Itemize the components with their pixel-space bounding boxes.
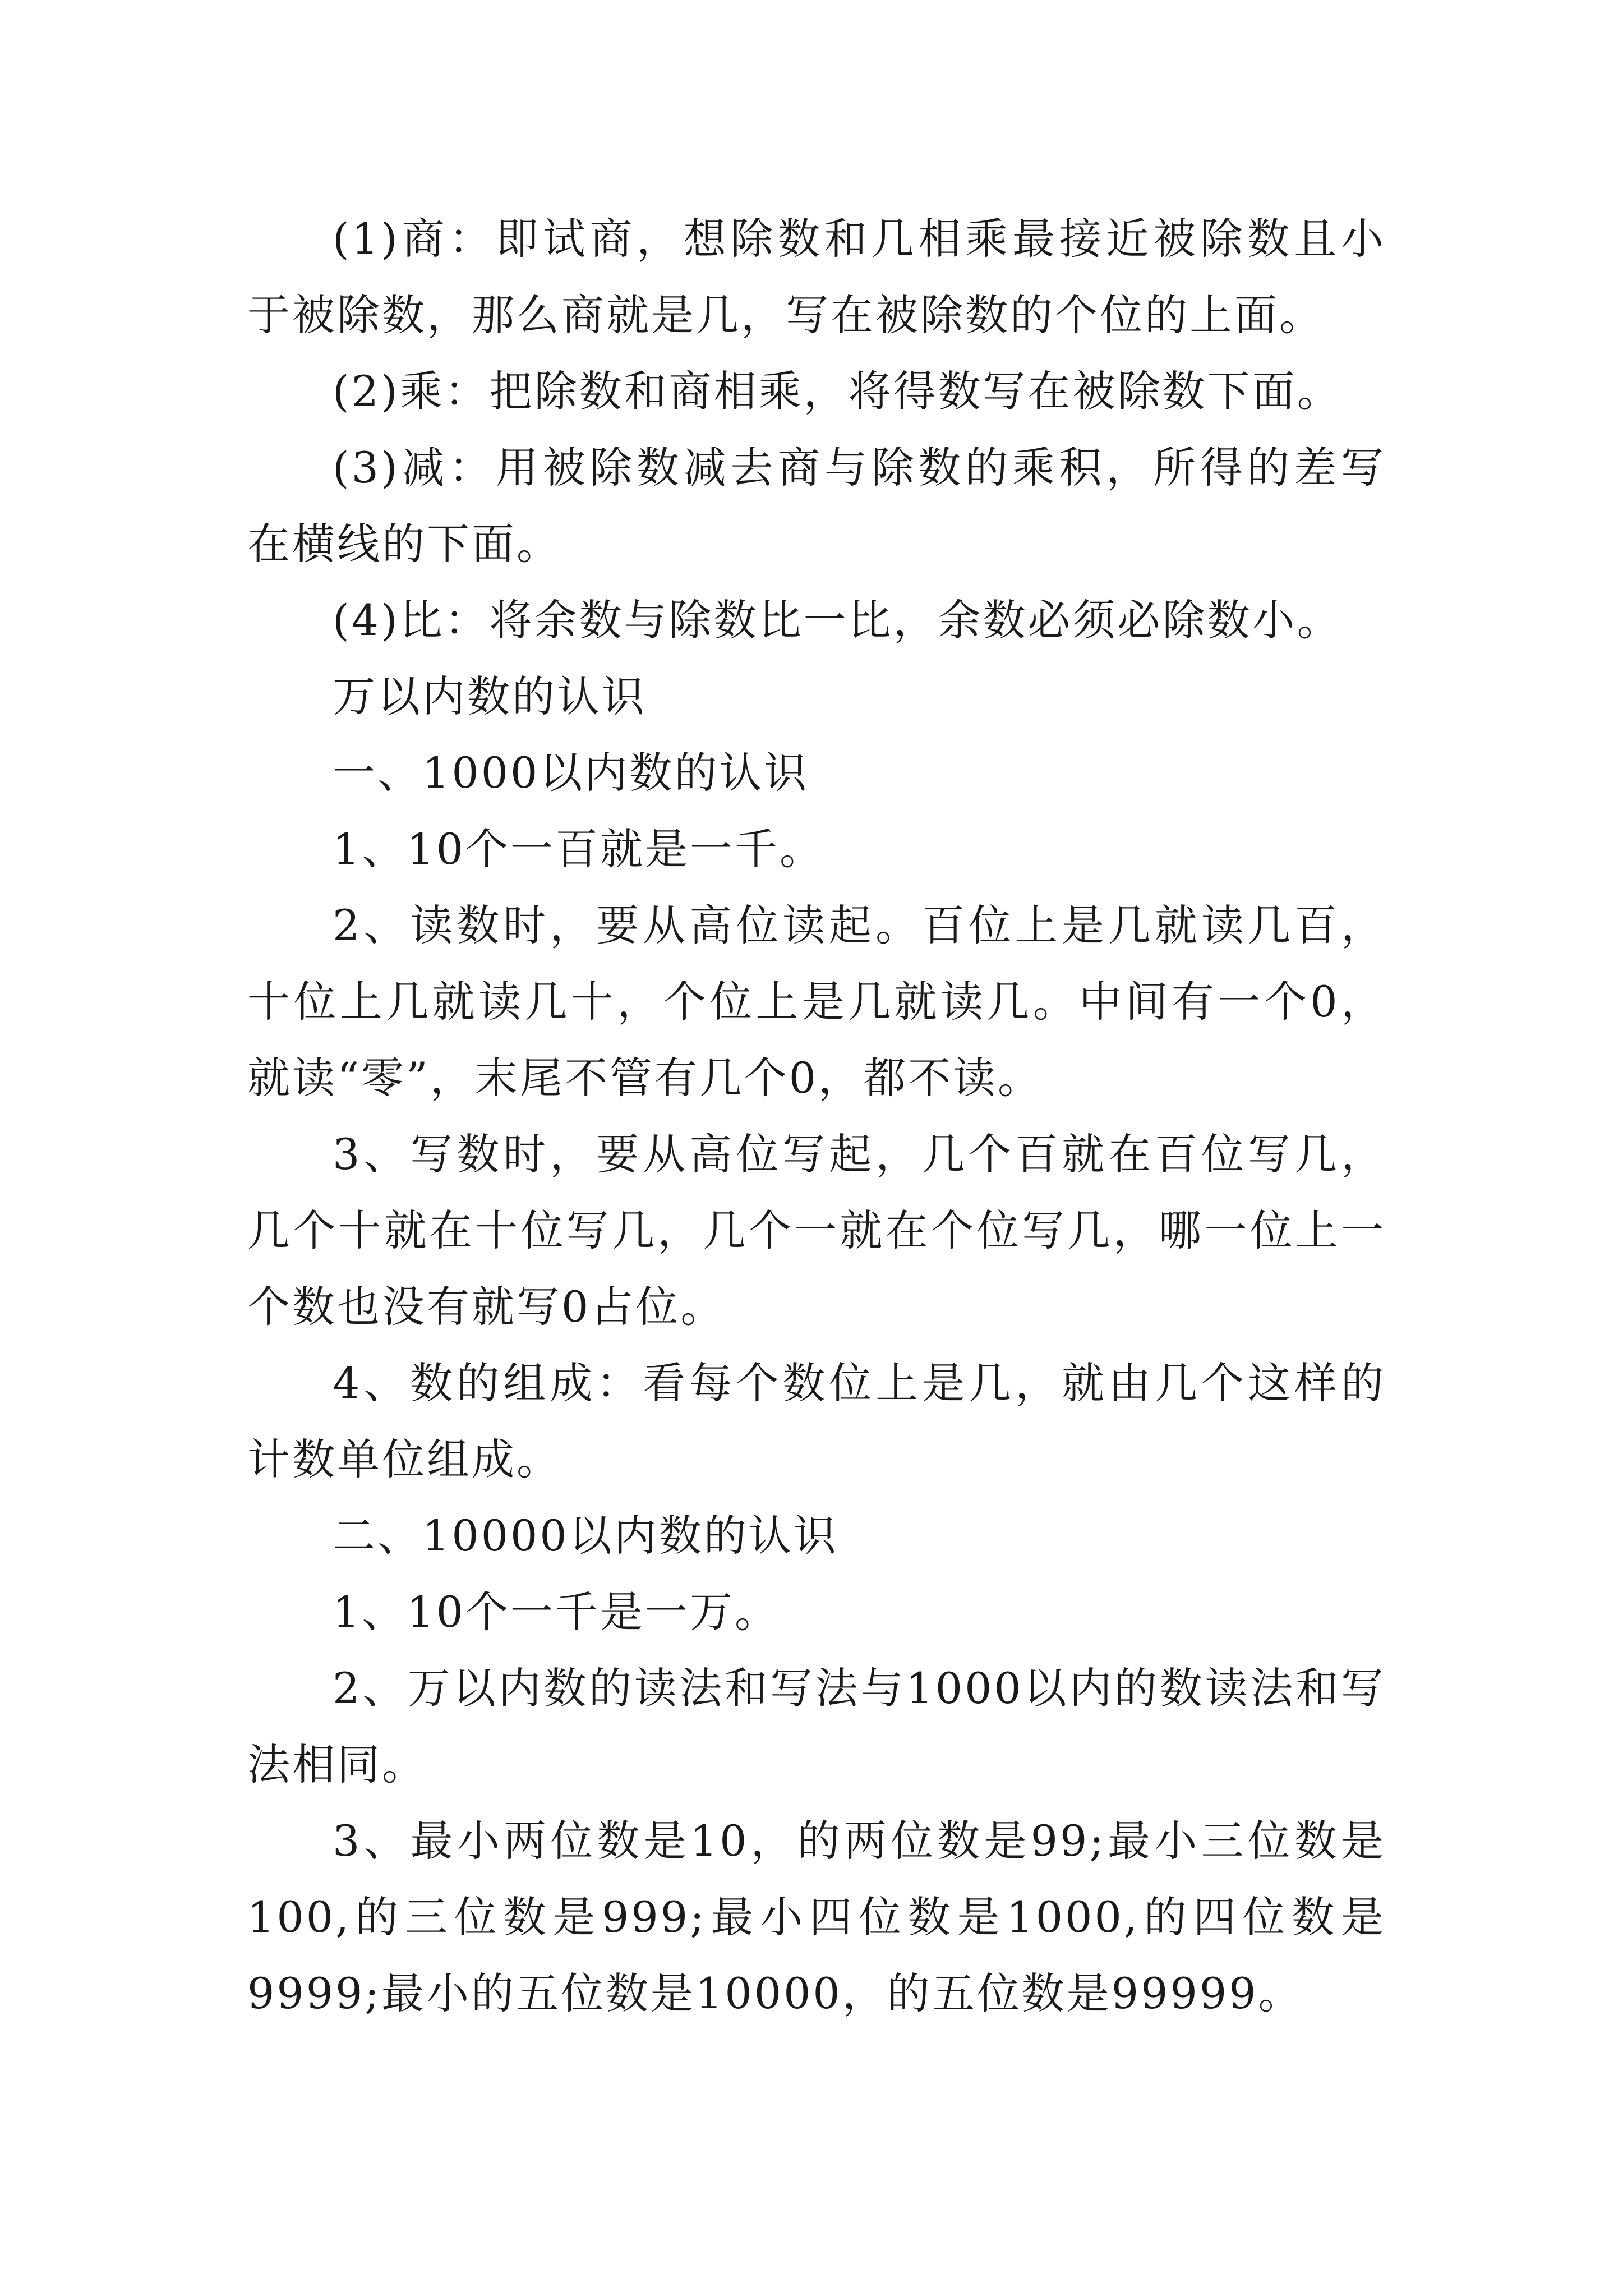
paragraph-reading-numbers: 2、读数时，要从高位读起。百位上是几就读几百，十位上几就读几十，个位上是几就读几。中间有一个0，就读“零”，末尾不管有几个0，都不读。: [247, 900, 1386, 1103]
paragraph-ten-thousands: 1、10个一千是一万。: [333, 1587, 780, 1637]
paragraph-step-multiply: (2)乘：把除数和商相乘，将得数写在被除数下面。: [333, 366, 1342, 416]
paragraph-number-composition: 4、数的组成：看每个数位上是几，就由几个这样的计数单位组成。: [247, 1358, 1386, 1484]
subheading-numbers-within-10000: 二、10000以内数的认识: [333, 1511, 838, 1561]
paragraph-step-compare: (4)比：将余数与除数比一比，余数必须必除数小。: [333, 595, 1342, 645]
paragraph-min-max-digits: 3、最小两位数是10，的两位数是99;最小三位数是100,的三位数是999;最小四位数是1000,的四位数是9999;最小的五位数是10000，的五位数是99999。: [247, 1816, 1386, 2018]
document-body: [247, 201, 1386, 2032]
paragraph-reading-writing-same: 2、万以内数的读法和写法与1000以内的数读法和写法相同。: [247, 1663, 1386, 1789]
paragraph-writing-numbers: 3、写数时，要从高位写起，几个百就在百位写几，几个十就在十位写几，几个一就在个位写几，哪一位上一个数也没有就写0占位。: [247, 1129, 1386, 1332]
paragraph-step-quotient: (1)商：即试商，想除数和几相乘最接近被除数且小于被除数，那么商就是几，写在被除数的个位的上面。: [247, 214, 1386, 340]
subheading-numbers-within-1000: 一、1000以内数的认识: [333, 748, 809, 798]
paragraph-ten-hundreds: 1、10个一百就是一千。: [333, 824, 825, 874]
paragraph-step-subtract: (3)减：用被除数减去商与除数的乘积，所得的差写在横线的下面。: [247, 443, 1386, 569]
section-heading-numbers-within-10000: 万以内数的认识: [333, 671, 647, 721]
